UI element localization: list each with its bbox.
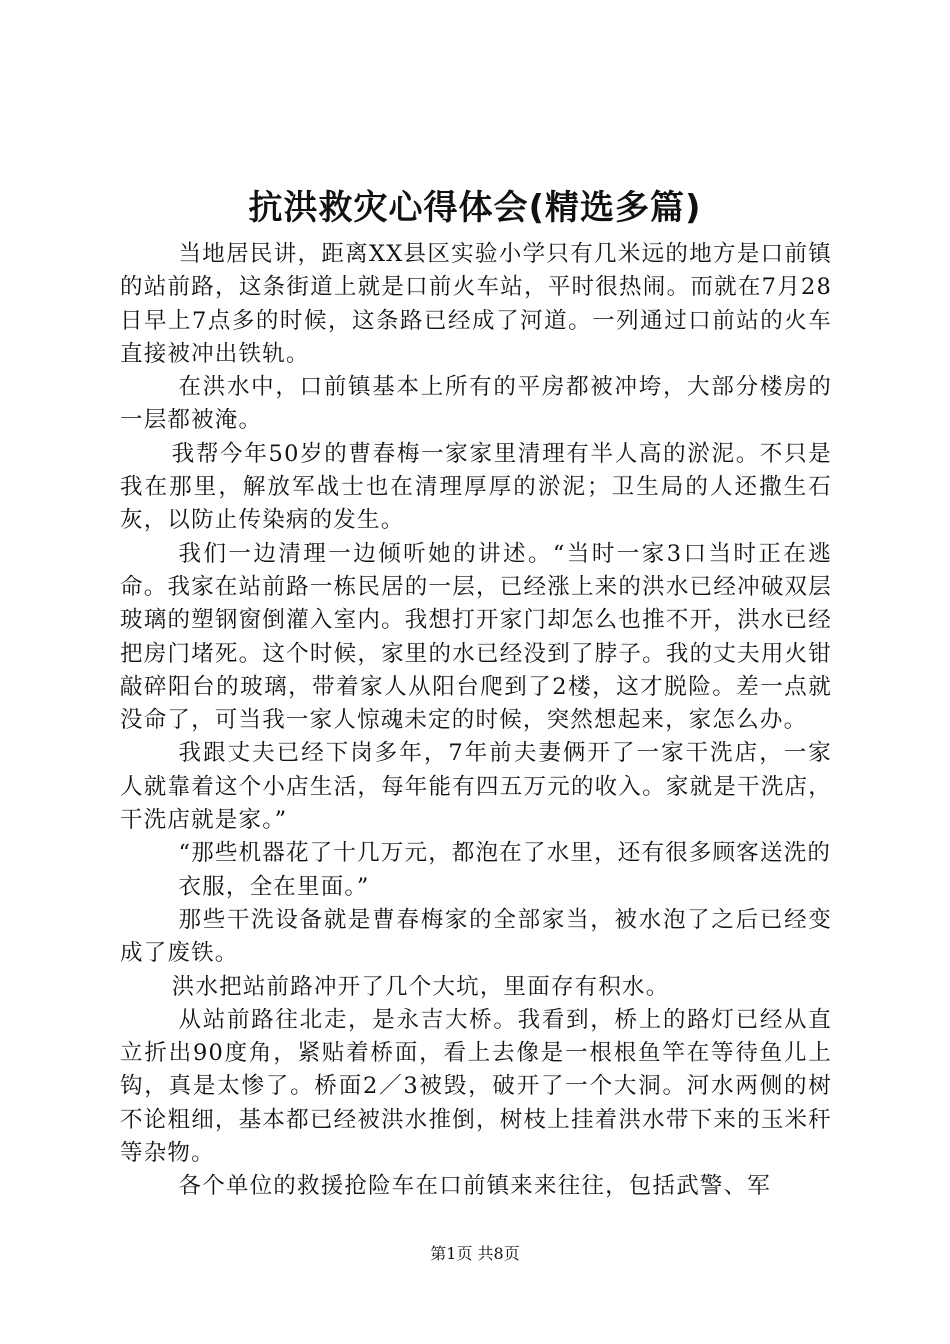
paragraph-1: 当地居民讲，距离XX县区实验小学只有几米远的地方是口前镇的站前路，这条街道上就是口前火车站，平时很热闹。而就在7月28日早上7点多的时候，这条路已经成了河道。一列通过口前站的火车直接被冲出铁轨。: [120, 241, 832, 367]
paragraph-9: 洪水把站前路冲开了几个大坑，里面存有积水。: [171, 973, 670, 1000]
paragraph-8: 那些干洗设备就是曹春梅家的全部家当，被水泡了之后已经变成了废铁。: [120, 906, 832, 967]
paragraph-7: 衣服，全在里面。”: [178, 873, 370, 900]
page-footer: 第1页 共8页: [430, 1244, 520, 1263]
paragraph-3: 我帮今年50岁的曹春梅一家家里清理有半人高的淤泥。不只是我在那里，解放军战士也在清理厚厚的淤泥；卫生局的人还撒生石灰，以防止传染病的发生。: [120, 440, 832, 534]
paragraph-11: 各个单位的救援抢险车在口前镇来来往往，包括武警、军: [178, 1173, 772, 1200]
paragraph-2: 在洪水中，口前镇基本上所有的平房都被冲垮，大部分楼房的一层都被淹。: [120, 374, 832, 434]
document-body: [120, 238, 832, 1204]
document-title: 抗洪救灾心得体会(精选多篇): [248, 188, 702, 228]
paragraph-10: 从站前路往北走，是永吉大桥。我看到，桥上的路灯已经从直立折出90度角，紧贴着桥面，看上去像是一根根鱼竿在等待鱼儿上钩，真是太惨了。桥面2／3被毁，破开了一个大洞。河水两侧的树不论粗细，基本都已经被洪水推倒，树枝上挂着洪水带下来的玉米秆等杂物。: [120, 1006, 832, 1167]
paragraph-5: 我跟丈夫已经下岗多年，7年前夫妻俩开了一家干洗店，一家人就靠着这个小店生活，每年能有四五万元的收入。家就是干洗店，干洗店就是家。”: [120, 740, 832, 834]
paragraph-4: 我们一边清理一边倾听她的讲述。“当时一家3口当时正在逃命。我家在站前路一栋民居的一层，已经涨上来的洪水已经冲破双层玻璃的塑钢窗倒灌入室内。我想打开家门却怎么也推不开，洪水已经把房门堵死。这个时候，家里的水已经没到了脖子。我的丈夫用火钳敲碎阳台的玻璃，带着家人从阳台爬到了2楼，这才脱险。差一点就没命了，可当我一家人惊魂未定的时候，突然想起来，家怎么办。: [120, 540, 832, 734]
paragraph-6: “那些机器花了十几万元，都泡在了水里，还有很多顾客送洗的: [178, 840, 832, 867]
